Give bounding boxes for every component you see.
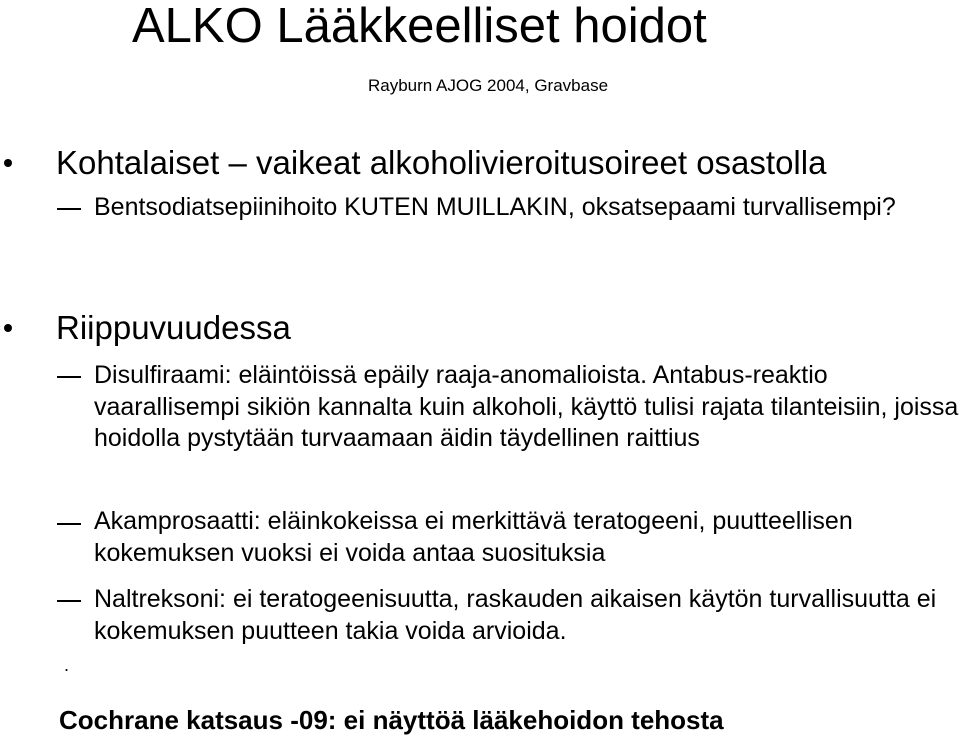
list-item: Naltreksoni: ei teratogeenisuutta, raskauden aikaisen käytön turvallisuutta ei kokemuksen puutteen takia voida arvioida.	[94, 585, 937, 645]
list-item: Disulfiraami: eläintöissä epäily raaja-anomalioista. Antabus-reaktio vaarallisempi sikiön kannalta kuin alkoholi, käyttö tulisi rajata tilanteisiin, joissa hoidolla pystytään turvaamaan äidin täydellinen raittius	[94, 361, 959, 452]
dash-icon	[57, 523, 81, 525]
slide-title: ALKO Lääkkeelliset hoidot	[132, 0, 707, 53]
section-heading: Kohtalaiset – vaikeat alkoholivieroitusoireet osastolla	[56, 144, 827, 181]
footer-note: Cochrane katsaus -09: ei näyttöä lääkehoidon tehosta	[59, 705, 724, 735]
dash-icon	[57, 208, 81, 210]
list-item: Bentsodiatsepiinihoito KUTEN MUILLAKIN, oksatsepaami turvallisempi?	[94, 193, 896, 221]
dash-icon	[57, 600, 81, 602]
bullet-icon	[4, 159, 12, 167]
dash-icon	[57, 376, 81, 378]
section-heading: Riippuvuudessa	[56, 309, 291, 346]
slide-subtitle: Rayburn AJOG 2004, Gravbase	[368, 76, 609, 95]
dot-mark: .	[64, 655, 70, 675]
bullet-icon	[4, 324, 12, 332]
list-item: Akamprosaatti: eläinkokeissa ei merkittävä teratogeeni, puutteellisen kokemuksen vuoksi ei voida antaa suosituksia	[94, 507, 853, 567]
